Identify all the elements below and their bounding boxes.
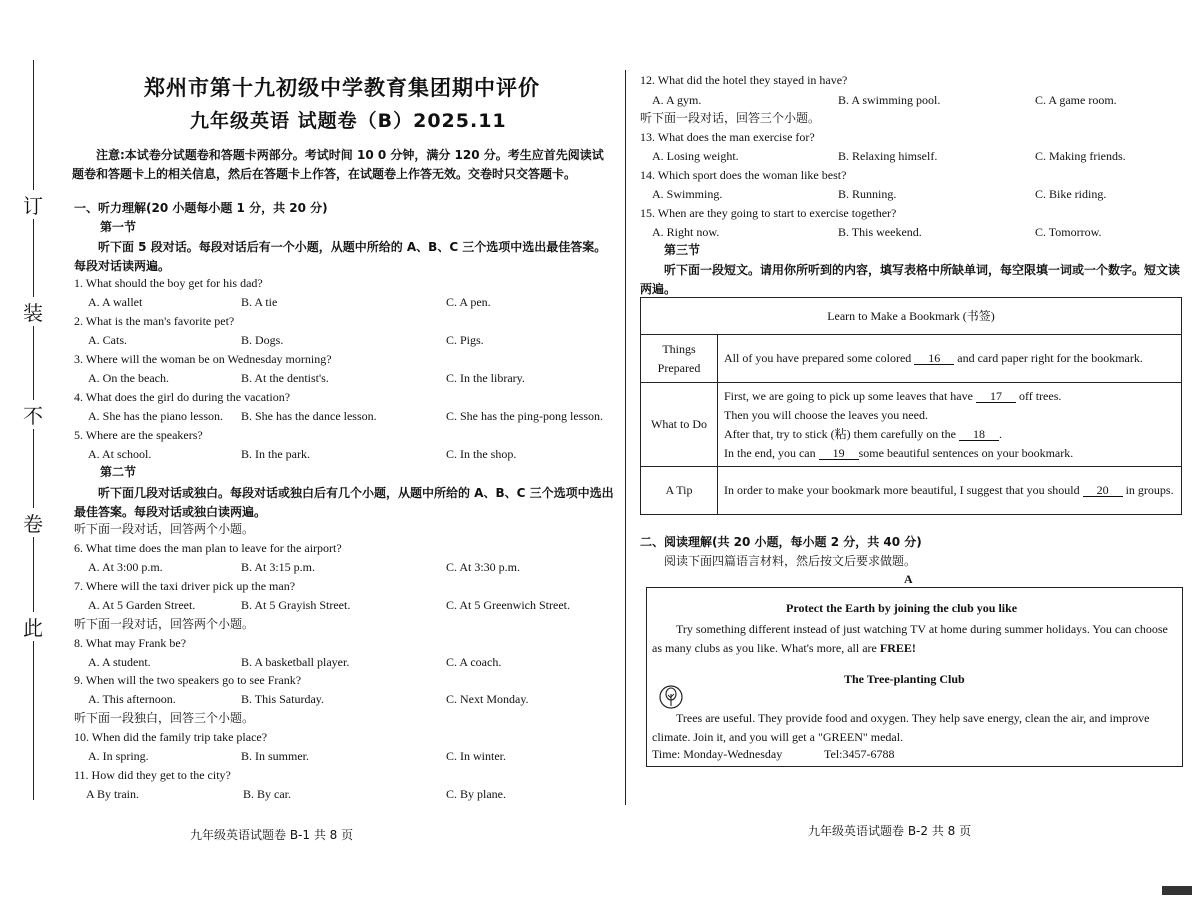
q2-option-b: B. Dogs. <box>241 333 284 347</box>
q4-option-a: A. She has the piano lesson. <box>88 409 223 423</box>
q12-option-b: B. A swimming pool. <box>838 93 941 107</box>
section1-instructions: 听下面 5 段对话。每段对话后有一个小题，从题中所给的 A、B、C 三个选项中选出最佳答案。每段对话读两遍。 <box>74 240 607 273</box>
exam-subtitle: 九年级英语 试题卷（B）2025.11 <box>190 110 507 132</box>
binding-char-3: 不 <box>23 400 43 429</box>
q9-option-b: B. This Saturday. <box>241 692 324 706</box>
binding-line <box>33 60 34 800</box>
section1-label: 第一节 <box>100 220 137 234</box>
passage-a-title: Protect the Earth by joining the club you like <box>786 601 1018 615</box>
passage-label-a: A <box>904 572 913 586</box>
exam-notice: 注意:本试卷分试题卷和答题卡两部分。考试时间 10 0 分钟，满分 120 分。考生应首先阅读试题卷和答题卡上的相关信息，然后在答题卡上作答，在试题卷上作答无效。交卷时只交答题卡。 <box>72 148 604 181</box>
binding-char-5: 此 <box>23 612 43 641</box>
club-title: The Tree-planting Club <box>844 672 965 686</box>
column-divider <box>625 70 626 805</box>
passage-a-intro <box>652 620 1178 658</box>
passage-a-intro-text: Try something different instead of just watching TV at home during summer holidays. You can choose as many clubs as you like. What's more, all are <box>652 622 1168 655</box>
row1-text-pre: All of you have prepared some colored <box>724 351 912 365</box>
question-5: 5. Where are the speakers? <box>74 428 203 442</box>
q4-option-c: C. She has the ping-pong lesson. <box>446 409 603 423</box>
q4-option-b: B. She has the dance lesson. <box>241 409 377 423</box>
bookmark-table <box>640 297 1182 515</box>
row3-text-post: in groups. <box>1125 483 1174 497</box>
table-title: Learn to Make a Bookmark (书签) <box>641 298 1182 335</box>
club-description: Trees are useful. They provide food and oxygen. They help save energy, clean the air, and improve climate. Join it, and you will get a "GREEN" medal. <box>652 711 1150 744</box>
question-13: 13. What does the man exercise for? <box>640 130 815 144</box>
row-label-a-tip: A Tip <box>641 467 718 515</box>
binding-char-1: 订 <box>23 190 43 219</box>
tree-icon <box>658 684 684 710</box>
row-label-things-prepared: Things Prepared <box>641 335 718 383</box>
row-a-tip <box>718 467 1182 515</box>
question-7: 7. Where will the taxi driver pick up the man? <box>74 579 296 593</box>
row2-line3-post: . <box>998 426 1002 441</box>
section3-label: 第三节 <box>664 243 701 257</box>
q14-option-b: B. Running. <box>838 187 897 201</box>
q7-option-c: C. At 5 Greenwich Street. <box>446 598 570 612</box>
q15-option-c: C. Tomorrow. <box>1035 225 1102 239</box>
question-4: 4. What does the girl do during the vacation? <box>74 390 291 404</box>
q6-option-a: A. At 3:00 p.m. <box>88 560 163 574</box>
q2-option-a: A. Cats. <box>88 333 127 347</box>
q5-option-b: B. In the park. <box>241 447 310 461</box>
row3-text-pre: In order to make your bookmark more beautiful, I suggest that you should <box>724 483 1080 497</box>
q11-option-a: A By train. <box>86 787 139 801</box>
q10-option-c: C. In winter. <box>446 749 506 763</box>
listen-monologue-three: 听下面一段独白，回答三个小题。 <box>74 711 255 725</box>
q5-option-a: A. At school. <box>88 447 152 461</box>
q11-option-b: B. By car. <box>243 787 291 801</box>
blank-19: 19 <box>819 447 859 460</box>
q3-option-b: B. At the dentist's. <box>241 371 329 385</box>
q13-option-a: A. Losing weight. <box>652 149 739 163</box>
q10-option-b: B. In summer. <box>241 749 309 763</box>
q12-option-c: C. A game room. <box>1035 93 1117 107</box>
listening-heading: 一、听力理解(20 小题每小题 1 分，共 20 分) <box>74 201 328 215</box>
q6-option-c: C. At 3:30 p.m. <box>446 560 521 574</box>
exam-title: 郑州市第十九初级中学教育集团期中评价 <box>144 76 540 100</box>
question-1: 1. What should the boy get for his dad? <box>74 276 263 290</box>
watermark-logo <box>1162 886 1192 895</box>
q3-option-c: C. In the library. <box>446 371 525 385</box>
question-3: 3. Where will the woman be on Wednesday morning? <box>74 352 332 366</box>
q1-option-b: B. A tie <box>241 295 278 309</box>
q5-option-c: C. In the shop. <box>446 447 517 461</box>
question-8: 8. What may Frank be? <box>74 636 187 650</box>
q14-option-c: C. Bike riding. <box>1035 187 1107 201</box>
q15-option-a: A. Right now. <box>652 225 720 239</box>
q15-option-b: B. This weekend. <box>838 225 922 239</box>
section2-instructions: 听下面几段对话或独白。每段对话或独白后有几个小题，从题中所给的 A、B、C 三个选项中选出最佳答案。每段对话或独白读两遍。 <box>74 486 614 519</box>
reading-heading: 二、阅读理解(共 20 小题，每小题 2 分，共 40 分) <box>640 535 922 549</box>
binding-char-2: 装 <box>23 297 43 326</box>
footer-right: 九年级英语试题卷 B-2 共 8 页 <box>808 824 972 838</box>
listen-dialogue-two-b: 听下面一段对话，回答两个小题。 <box>74 617 255 631</box>
q2-option-c: C. Pigs. <box>446 333 484 347</box>
row-things-prepared <box>718 335 1182 383</box>
listen-dialogue-three: 听下面一段对话，回答三个小题。 <box>640 111 821 125</box>
question-2: 2. What is the man's favorite pet? <box>74 314 235 328</box>
row2-line4-pre: In the end, you can <box>724 445 816 460</box>
question-14: 14. Which sport does the woman like best? <box>640 168 847 182</box>
row1-text-post: and card paper right for the bookmark. <box>957 351 1143 365</box>
section2-label: 第二节 <box>100 465 137 479</box>
q1-option-a: A. A wallet <box>88 295 143 309</box>
q7-option-b: B. At 5 Grayish Street. <box>241 598 351 612</box>
q11-option-c: C. By plane. <box>446 787 506 801</box>
q8-option-b: B. A basketball player. <box>241 655 350 669</box>
q1-option-c: C. A pen. <box>446 295 491 309</box>
q12-option-a: A. A gym. <box>652 93 702 107</box>
question-9: 9. When will the two speakers go to see Frank? <box>74 673 302 687</box>
q9-option-a: A. This afternoon. <box>88 692 176 706</box>
q13-option-b: B. Relaxing himself. <box>838 149 938 163</box>
row-label-what-to-do: What to Do <box>641 383 718 467</box>
row2-line3-pre: After that, try to stick (粘) them carefully on the <box>724 426 956 441</box>
reading-instructions: 阅读下面四篇语言材料，然后按文后要求做题。 <box>664 554 917 568</box>
question-6: 6. What time does the man plan to leave for the airport? <box>74 541 342 555</box>
q3-option-a: A. On the beach. <box>88 371 169 385</box>
q13-option-c: C. Making friends. <box>1035 149 1126 163</box>
question-10: 10. When did the family trip take place? <box>74 730 268 744</box>
question-12: 12. What did the hotel they stayed in have? <box>640 73 848 87</box>
blank-20: 20 <box>1083 484 1123 497</box>
question-11: 11. How did they get to the city? <box>74 768 231 782</box>
q6-option-b: B. At 3:15 p.m. <box>241 560 316 574</box>
club-tel: Tel:3457-6788 <box>824 747 895 761</box>
q8-option-c: C. A coach. <box>446 655 502 669</box>
club-time: Time: Monday-Wednesday <box>652 747 783 761</box>
row2-line2: Then you will choose the leaves you need. <box>724 407 928 422</box>
q14-option-a: A. Swimming. <box>652 187 723 201</box>
row-what-to-do <box>718 383 1182 467</box>
free-text: FREE! <box>879 641 916 655</box>
blank-16: 16 <box>914 352 954 365</box>
blank-18: 18 <box>959 428 999 441</box>
binding-char-4: 卷 <box>23 508 43 537</box>
row2-line4-post: some beautiful sentences on your bookmark. <box>858 445 1074 460</box>
q10-option-a: A. In spring. <box>88 749 149 763</box>
listen-dialogue-two: 听下面一段对话，回答两个小题。 <box>74 522 255 536</box>
section3-instructions: 听下面一段短文。请用你所听到的内容，填写表格中所缺单词，每空限填一词或一个数字。短文读两遍。 <box>640 263 1181 296</box>
row2-line1-pre: First, we are going to pick up some leaves that have <box>724 388 973 403</box>
footer-left: 九年级英语试题卷 B-1 共 8 页 <box>190 828 354 842</box>
blank-17: 17 <box>976 390 1016 403</box>
row2-line1-post: off trees. <box>1018 388 1062 403</box>
q7-option-a: A. At 5 Garden Street. <box>88 598 196 612</box>
q8-option-a: A. A student. <box>88 655 151 669</box>
q9-option-c: C. Next Monday. <box>446 692 529 706</box>
question-15: 15. When are they going to start to exercise together? <box>640 206 897 220</box>
